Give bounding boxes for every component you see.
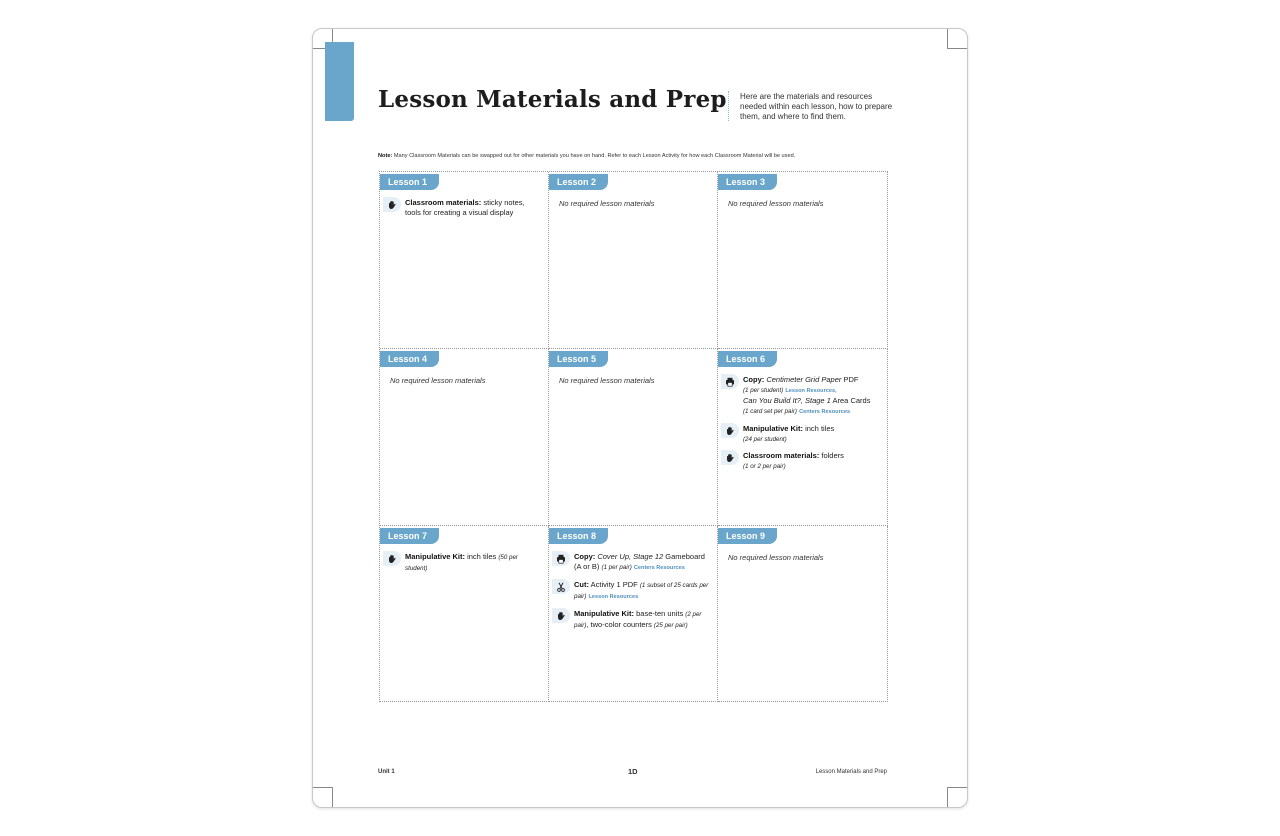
footer-section: Lesson Materials and Prep bbox=[815, 769, 887, 775]
material-item bbox=[552, 609, 709, 630]
lesson-cell-2 bbox=[549, 172, 718, 349]
material-desc: , two-color counters bbox=[586, 619, 654, 629]
lessons-grid bbox=[379, 171, 888, 702]
no-materials-text: No required lesson materials bbox=[559, 199, 655, 208]
hand-icon bbox=[721, 423, 739, 438]
material-title: Centimeter Grid Paper bbox=[764, 375, 842, 384]
crop-mark bbox=[947, 787, 967, 788]
footer-page-number: 1D bbox=[628, 767, 638, 776]
hand-icon bbox=[383, 197, 401, 212]
printer-icon bbox=[721, 374, 739, 389]
scissors-icon bbox=[552, 579, 570, 594]
page-title: Lesson Materials and Prep bbox=[378, 86, 727, 113]
material-type: Classroom materials: bbox=[405, 198, 482, 207]
material-item bbox=[721, 451, 879, 471]
material-title: Can You Build It?, Stage 1 bbox=[743, 396, 831, 405]
footer-unit: Unit 1 bbox=[378, 769, 395, 775]
material-type: Manipulative Kit: bbox=[574, 609, 635, 618]
material-qty: (1 subset of 25 cards per pair) bbox=[574, 582, 709, 600]
material-qty: (2 per pair) bbox=[574, 611, 702, 629]
lesson-cell-7 bbox=[380, 526, 549, 702]
printer-icon bbox=[552, 551, 570, 566]
material-item bbox=[383, 552, 540, 573]
material-desc: folders bbox=[819, 451, 844, 460]
section-color-tab bbox=[325, 42, 354, 121]
no-materials-text: No required lesson materials bbox=[728, 553, 824, 562]
centers-resources-link[interactable]: Centers Resources bbox=[633, 564, 685, 571]
material-type: Copy: bbox=[743, 375, 765, 384]
crop-mark bbox=[313, 787, 333, 788]
lesson-tab: Lesson 4 bbox=[380, 351, 439, 367]
lesson-tab: Lesson 6 bbox=[718, 351, 777, 367]
lesson-tab: Lesson 2 bbox=[549, 174, 608, 190]
material-desc: sticky notes, tools for creating a visual display bbox=[405, 198, 525, 217]
centers-resources-link[interactable]: Centers Resources bbox=[799, 408, 851, 415]
material-item bbox=[721, 424, 879, 444]
intro-text: Here are the materials and resources needed within each lesson, how to prepare them, and where to find them. bbox=[740, 92, 893, 121]
material-type: Cut: bbox=[574, 580, 589, 589]
lesson-cell-6 bbox=[718, 349, 888, 526]
lesson-resources-link[interactable]: Lesson Resources, bbox=[785, 387, 837, 394]
material-desc: inch tiles bbox=[465, 552, 499, 561]
hand-icon bbox=[552, 608, 570, 623]
lesson-cell-1 bbox=[380, 172, 549, 349]
lesson-tab: Lesson 5 bbox=[549, 351, 608, 367]
material-type: Manipulative Kit: bbox=[405, 552, 466, 561]
crop-mark bbox=[947, 787, 948, 807]
crop-mark bbox=[332, 787, 333, 807]
note-label: Note: bbox=[378, 153, 393, 159]
note-body: Many Classroom Materials can be swapped out for other materials you have on hand. Refer to each Lesson Activity for how each Classroom Material will be used. bbox=[392, 153, 796, 159]
lesson-cell-3 bbox=[718, 172, 888, 349]
lesson-tab: Lesson 8 bbox=[549, 528, 608, 544]
no-materials-text: No required lesson materials bbox=[390, 376, 486, 385]
lesson-tab: Lesson 7 bbox=[380, 528, 439, 544]
material-desc: Gameboard (A or B) bbox=[574, 552, 705, 571]
material-item bbox=[552, 580, 709, 602]
lesson-cell-5 bbox=[549, 349, 718, 526]
material-desc: base-ten units bbox=[634, 609, 686, 618]
material-desc: PDF bbox=[841, 375, 859, 384]
lesson-tab: Lesson 3 bbox=[718, 174, 777, 190]
material-item bbox=[383, 198, 540, 217]
lesson-tab: Lesson 1 bbox=[380, 174, 439, 190]
material-qty: (1 per pair) bbox=[601, 563, 632, 571]
note-text bbox=[378, 153, 795, 159]
material-desc: inch tiles bbox=[803, 424, 835, 433]
lesson-cell-8 bbox=[549, 526, 718, 702]
material-qty: (1 per student) bbox=[743, 386, 784, 394]
no-materials-text: No required lesson materials bbox=[559, 376, 655, 385]
lesson-cell-4 bbox=[380, 349, 549, 526]
material-qty: (24 per student) bbox=[743, 435, 787, 443]
lesson-cell-9 bbox=[718, 526, 888, 702]
material-item bbox=[721, 375, 879, 417]
crop-mark bbox=[947, 29, 948, 49]
material-qty: (1 or 2 per pair) bbox=[743, 462, 786, 470]
lesson-tab: Lesson 9 bbox=[718, 528, 777, 544]
hand-icon bbox=[383, 551, 401, 566]
lesson-resources-link[interactable]: Lesson Resources bbox=[588, 593, 639, 600]
material-title: Cover Up, Stage 12 bbox=[595, 552, 664, 561]
no-materials-text: No required lesson materials bbox=[728, 199, 824, 208]
material-item bbox=[552, 552, 709, 573]
material-type: Classroom materials: bbox=[743, 451, 820, 460]
crop-mark bbox=[947, 48, 967, 49]
material-type: Manipulative Kit: bbox=[743, 424, 804, 433]
material-qty: (1 card set per pair) bbox=[743, 407, 797, 415]
hand-icon bbox=[721, 450, 739, 465]
material-desc: Activity 1 PDF bbox=[589, 580, 640, 589]
material-qty: (50 per student) bbox=[405, 554, 518, 572]
document-page bbox=[312, 28, 968, 808]
material-type: Copy: bbox=[574, 552, 596, 561]
title-divider bbox=[728, 91, 729, 121]
material-desc: Area Cards bbox=[830, 396, 871, 405]
material-qty: (25 per pair) bbox=[653, 621, 688, 629]
